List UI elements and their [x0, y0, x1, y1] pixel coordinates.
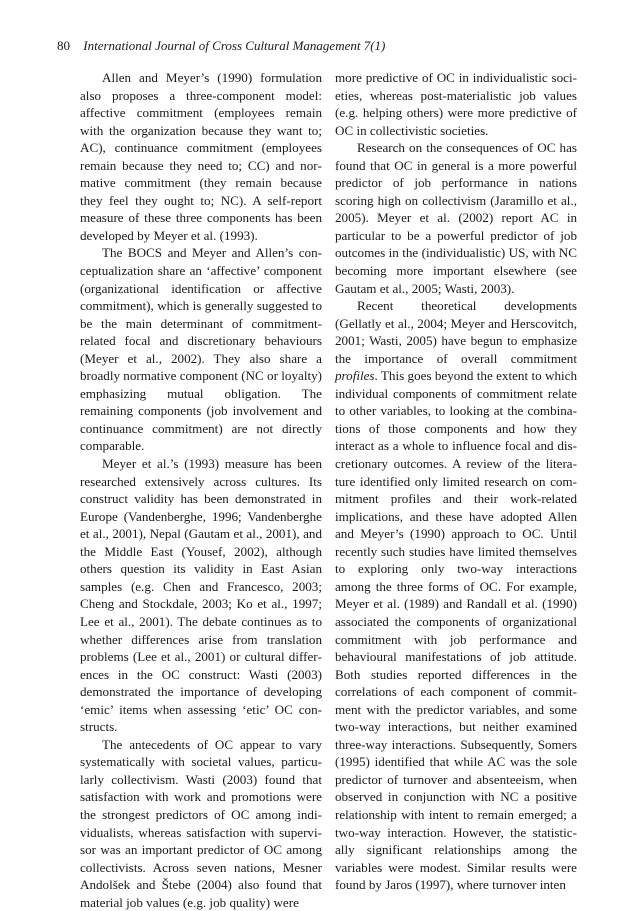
paragraph: Meyer et al.’s (1993) measure has been researched extensively across cultures. Its construct validity has been demonstrated in Europe (Vandenberghe, 1996; Vandenberghe et al., 2001), Nepal (Gautam et al., 2001), and the Middle East (Yousef, 2002), although others question its validity in East Asian samples (e.g. Chen and Francesco, 2003; Cheng and Stockdale, 2003; Ko et al., 1997; Lee et al., 2001). The debate continues as to whether differences arise from translation problems (Lee et al., 2001) or cultural differences in the OC construct: Wasti (2003) demonstrated the importance of developing ‘emic’ items when assessing ‘etic’ OC constructs.: [80, 456, 322, 735]
right-column: [335, 69, 577, 894]
paragraph-text: Recent theoretical developments (Gellatly et al., 2004; Meyer and Herscovitch, 2001; Wasti, 2005) have begun to emphasize the importance of overall commitment: [335, 298, 577, 366]
paragraph-continued: more predictive of OC in individualistic societies, whereas post-materialistic job values (e.g. helping others) were more predictive of OC in collectivistic societies.: [335, 70, 577, 138]
paragraph: Research on the consequences of OC has found that OC in general is a more powerful predictor of job performance in nations scoring high on collectivism (Jaramillo et al., 2005). Meyer et al. (2002) report AC in particular to be a powerful predictor of job outcomes in the (individualistic) US, with NC becoming more important elsewhere (see Gautam et al., 2005; Wasti, 2003).: [335, 140, 577, 296]
page-number: 80: [57, 38, 70, 53]
journal-title: International Journal of Cross Cultural Management 7(1): [83, 38, 386, 53]
paragraph: [335, 297, 577, 894]
paragraph: Allen and Meyer’s (1990) formulation also proposes a three-component model: affective commitment (employees remain with the organization because they want to; AC), continuance commitment (employees remain because they need to; CC) and normative commitment (they remain because they feel they ought to; NC). A self-report measure of these three components has been developed by Meyer et al. (1993).: [80, 70, 322, 243]
emphasis-text: profiles: [335, 368, 375, 384]
paragraph-text: . This goes beyond the extent to which individual components of commitment relate to other variables, to looking at the combinations of those components and how they interact as a whole to influence focal and discretionary outcomes. A review of the literature identified only limited research on commitment profiles and their work-related implications, and these have adopted Allen and Meyer’s (1990) approach to OC. Until recently such studies have limited themselves to exploring only two-way interactions among the three forms of OC. For example, Meyer et al. (1989) and Randall et al. (1990) associated the components of organizational commitment with job performance and behavioural manifestations of job attitude. Both studies reported differences in the correlations of each component of commitment with the predictor variables, and some two-way interactions, but neither examined three-way interactions. Subsequently, Somers (1995) identified that while AC was the sole predictor of turnover and absenteeism, when observed in conjunction with NC a positive relationship with intent to remain emerged; a two-way interaction. However, the statistically significant relationships among the variables were modest. Similar results were found by Jaros (1997), where turnover inten: [335, 368, 577, 893]
paragraph: The antecedents of OC appear to vary systematically with societal values, particularly collectivism. Wasti (2003) found that satisfaction with work and promotions were the strongest predictors of OC among individualists, whereas satisfaction with supervisor was an important predictor of OC among collectivists. Across seven nations, Mesner Andolšek and Štebe (2004) also found that material job values (e.g. job quality) were: [80, 736, 322, 910]
paragraph: The BOCS and Meyer and Allen’s conceptualization share an ‘affective’ component (organizational identification or affective commitment), which is generally suggested to be the main determinant of commitment-related focal and discretionary behaviours (Meyer et al., 2002). They also share a broadly normative component (NC or loyalty) emphasizing mutual obligation. The remaining components (job involvement and continuance commitment) are not directly comparable.: [80, 245, 322, 454]
left-column: [80, 69, 322, 911]
running-header: [57, 38, 577, 54]
